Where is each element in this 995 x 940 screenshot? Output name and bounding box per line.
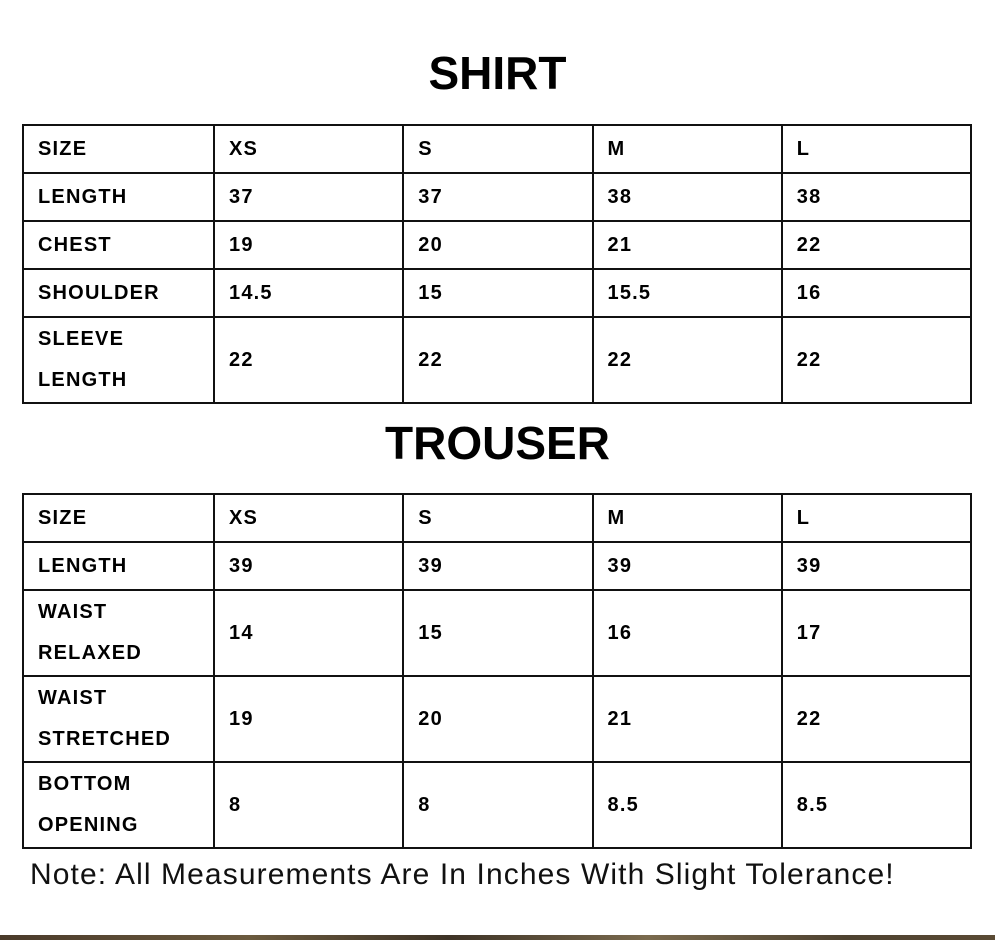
table-cell: 38 xyxy=(593,173,782,221)
table-row xyxy=(23,221,971,269)
row-label: SLEEVE LENGTH xyxy=(23,317,214,403)
table-row xyxy=(23,542,971,590)
table-header-row xyxy=(23,494,971,542)
trouser-size-table xyxy=(22,493,972,849)
table-cell: 39 xyxy=(214,542,403,590)
bottom-photo-strip xyxy=(0,935,995,940)
table-cell: 39 xyxy=(403,542,592,590)
table-cell: 39 xyxy=(593,542,782,590)
table-cell: 22 xyxy=(403,317,592,403)
table-cell: 16 xyxy=(593,590,782,676)
table-cell: 15 xyxy=(403,590,592,676)
header-cell: L xyxy=(782,494,971,542)
table-row xyxy=(23,173,971,221)
header-cell: XS xyxy=(214,125,403,173)
shirt-title: SHIRT xyxy=(428,47,567,99)
table-row xyxy=(23,762,971,848)
table-cell: 37 xyxy=(214,173,403,221)
row-label: BOTTOM OPENING xyxy=(23,762,214,848)
table-cell: 19 xyxy=(214,221,403,269)
table-cell: 8 xyxy=(214,762,403,848)
table-row xyxy=(23,269,971,317)
table-cell: 22 xyxy=(782,676,971,762)
table-cell: 8.5 xyxy=(782,762,971,848)
table-row xyxy=(23,317,971,403)
table-cell: 22 xyxy=(593,317,782,403)
header-cell: S xyxy=(403,494,592,542)
table-cell: 22 xyxy=(782,221,971,269)
header-cell: M xyxy=(593,494,782,542)
table-cell: 21 xyxy=(593,221,782,269)
header-cell: M xyxy=(593,125,782,173)
table-cell: 14 xyxy=(214,590,403,676)
row-label: WAIST RELAXED xyxy=(23,590,214,676)
table-cell: 15.5 xyxy=(593,269,782,317)
header-cell: SIZE xyxy=(23,494,214,542)
table-cell: 38 xyxy=(782,173,971,221)
table-cell: 15 xyxy=(403,269,592,317)
table-cell: 22 xyxy=(782,317,971,403)
table-cell: 20 xyxy=(403,676,592,762)
row-label: LENGTH xyxy=(23,173,214,221)
table-header-row xyxy=(23,125,971,173)
header-cell: S xyxy=(403,125,592,173)
table-cell: 22 xyxy=(214,317,403,403)
measurement-note: Note: All Measurements Are In Inches With Slight Tolerance! xyxy=(30,858,895,891)
table-cell: 16 xyxy=(782,269,971,317)
table-cell: 17 xyxy=(782,590,971,676)
table-row xyxy=(23,676,971,762)
table-cell: 8 xyxy=(403,762,592,848)
table-cell: 39 xyxy=(782,542,971,590)
row-label: WAIST STRETCHED xyxy=(23,676,214,762)
table-cell: 20 xyxy=(403,221,592,269)
row-label: CHEST xyxy=(23,221,214,269)
header-cell: SIZE xyxy=(23,125,214,173)
table-cell: 19 xyxy=(214,676,403,762)
table-row xyxy=(23,590,971,676)
table-cell: 8.5 xyxy=(593,762,782,848)
table-cell: 14.5 xyxy=(214,269,403,317)
header-cell: L xyxy=(782,125,971,173)
row-label: SHOULDER xyxy=(23,269,214,317)
shirt-size-table xyxy=(22,124,972,404)
trouser-title: TROUSER xyxy=(385,417,610,469)
table-cell: 37 xyxy=(403,173,592,221)
table-cell: 21 xyxy=(593,676,782,762)
row-label: LENGTH xyxy=(23,542,214,590)
header-cell: XS xyxy=(214,494,403,542)
